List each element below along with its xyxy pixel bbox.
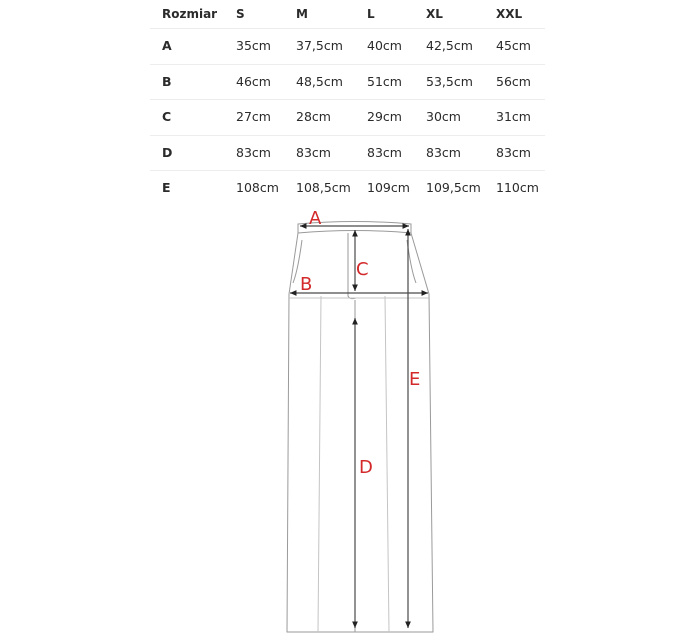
measure-label-a: A [309,208,322,229]
table-cell: 27cm [236,109,271,124]
measure-label-e: E [409,369,421,390]
table-cell: 53,5cm [426,73,473,89]
row-label: C [162,109,172,124]
header-xxl: XXL [496,7,523,21]
table-cell: 109,5cm [426,180,481,195]
table-cell: 108,5cm [296,180,351,195]
table-cell: 29cm [367,109,402,124]
measure-label-c: C [356,259,369,280]
row-label: D [162,144,173,160]
measure-label-b: B [300,274,313,295]
table-cell: 109cm [367,180,410,195]
table-cell: 83cm [496,144,531,160]
row-label: B [162,73,172,89]
table-cell: 28cm [296,109,331,124]
table-cell: 56cm [496,73,531,89]
table-cell: 48,5cm [296,73,343,89]
table-cell: 35cm [236,38,271,53]
header-size-label: Rozmiar [162,7,218,21]
header-xl: XL [426,7,443,21]
table-cell: 83cm [236,144,271,160]
table-cell: 83cm [296,144,331,160]
table-cell: 45cm [496,38,531,53]
table-cell: 37,5cm [296,38,343,53]
table-cell: 83cm [367,144,402,160]
measure-label-d: D [359,457,373,478]
table-cell: 110cm [496,180,539,195]
header-l: L [367,7,375,21]
table-cell: 83cm [426,144,461,160]
table-cell: 31cm [496,109,531,124]
row-label: E [162,180,171,195]
table-cell: 40cm [367,38,402,53]
table-cell: 46cm [236,73,271,89]
table-cell: 51cm [367,73,402,89]
header-m: M [296,7,308,21]
table-cell: 108cm [236,180,279,195]
row-label: A [162,38,172,53]
header-s: S [236,7,245,21]
table-cell: 42,5cm [426,38,473,53]
table-cell: 30cm [426,109,461,124]
